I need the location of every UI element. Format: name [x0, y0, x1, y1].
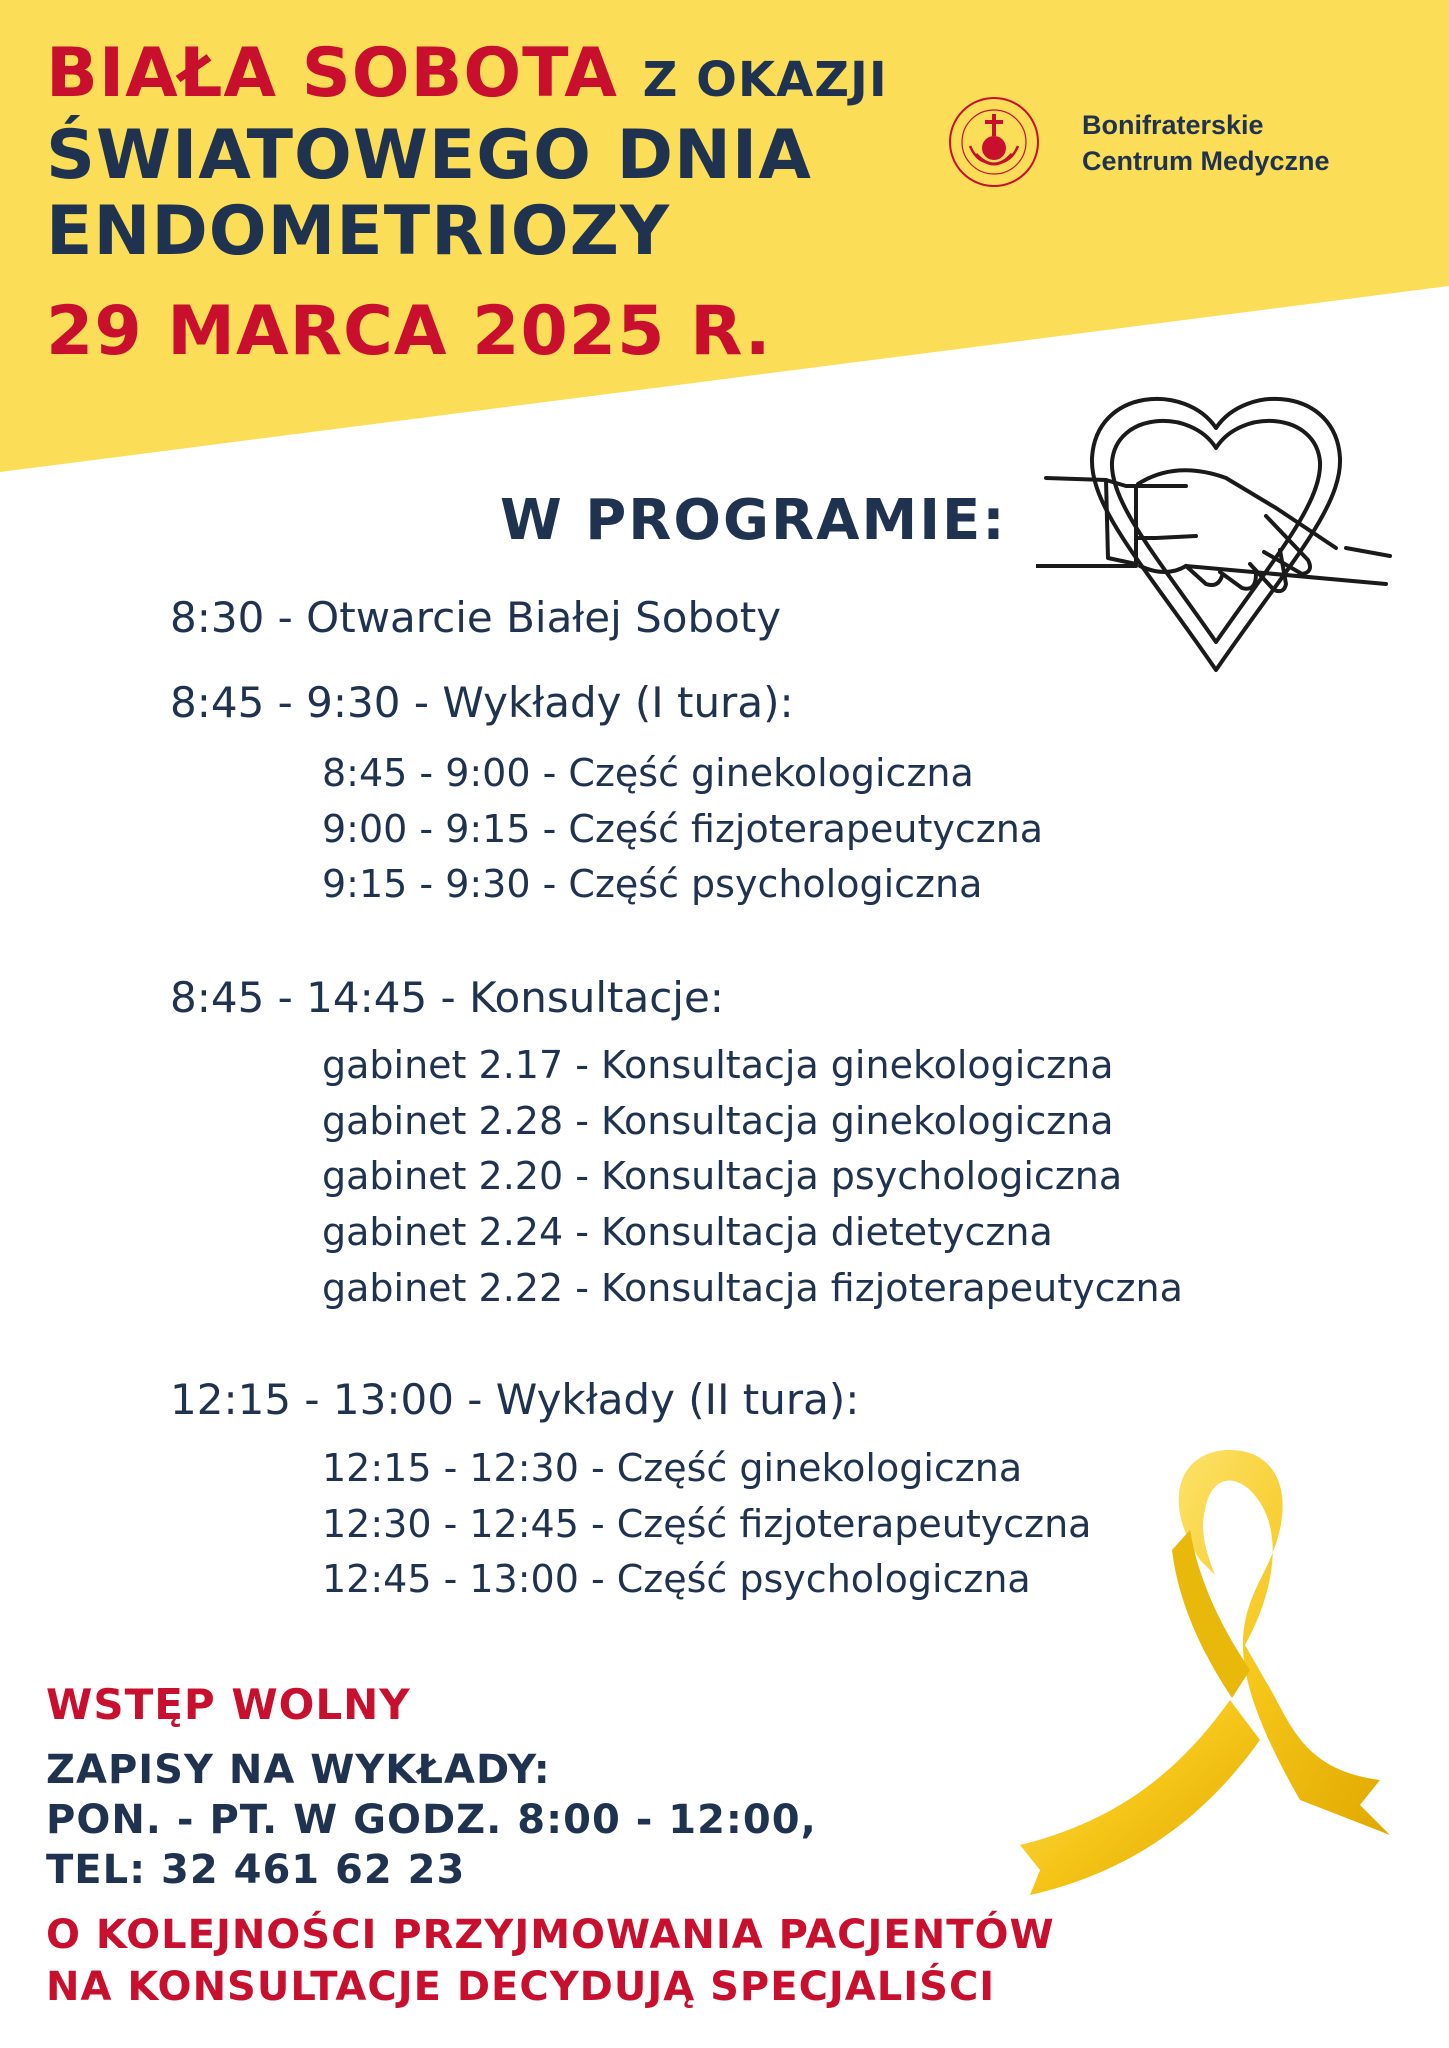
list-item: 8:45 - 9:00 - Część ginekologiczna	[322, 751, 974, 795]
list-item: gabinet 2.24 - Konsultacja dietetyczna	[322, 1210, 1053, 1255]
title-line-3: ENDOMETRIOZY	[46, 192, 671, 271]
signup-info	[46, 1747, 817, 1900]
list-item: gabinet 2.17 - Konsultacja ginekologiczna	[322, 1043, 1114, 1087]
logo-name-line-1: Bonifraterskie	[1082, 110, 1264, 140]
title-line-1	[46, 34, 888, 113]
schedule-lectures-1-title: 8:45 - 9:30 - Wykłady (I tura):	[170, 678, 794, 727]
logo-name-line-2: Centrum Medyczne	[1082, 146, 1330, 176]
note-line-2: NA KONSULTACJE DECYDUJĄ SPECJALIŚCI	[46, 1964, 996, 2010]
signup-line-1: ZAPISY NA WYKŁADY:	[46, 1747, 551, 1793]
schedule-consultations-title: 8:45 - 14:45 - Konsultacje:	[170, 973, 724, 1022]
awareness-ribbon-icon	[1000, 1440, 1410, 1910]
organization-logo	[946, 94, 1336, 190]
note-line-1: O KOLEJNOŚCI PRZYJMOWANIA PACJENTÓW	[46, 1912, 1055, 1958]
signup-line-2: PON. - PT. W GODZ. 8:00 - 12:00,	[46, 1797, 817, 1843]
event-date: 29 MARCA 2025 R.	[46, 292, 772, 371]
program-heading: W PROGRAMIE:	[500, 488, 1007, 553]
heart-hands-icon	[1036, 388, 1396, 688]
schedule-lectures-1-list	[322, 751, 1044, 921]
title-line-2: ŚWIATOWEGO DNIA	[46, 116, 812, 195]
seal-icon	[946, 94, 1042, 190]
schedule-lectures-2-title: 12:15 - 13:00 - Wykłady (II tura):	[170, 1375, 860, 1424]
signup-phone: TEL: 32 461 62 23	[46, 1847, 466, 1893]
schedule-opening: 8:30 - Otwarcie Białej Soboty	[170, 593, 782, 642]
schedule-consultations-list	[322, 1043, 1183, 1324]
list-item: gabinet 2.22 - Konsultacja fizjoterapeutyczna	[322, 1265, 1183, 1310]
title-biala-sobota: BIAŁA SOBOTA	[46, 34, 618, 113]
title-z-okazji: Z OKAZJI	[642, 52, 888, 108]
list-item: 9:15 - 9:30 - Część psychologiczna	[322, 862, 983, 907]
specialists-note	[46, 1912, 1055, 2019]
list-item: gabinet 2.28 - Konsultacja ginekologiczna	[322, 1098, 1114, 1143]
free-entry-label: WSTĘP WOLNY	[46, 1680, 411, 1729]
list-item: gabinet 2.20 - Konsultacja psychologiczna	[322, 1154, 1123, 1199]
schedule-lectures-2-list	[322, 1446, 1092, 1616]
list-item: 9:00 - 9:15 - Część fizjoterapeutyczna	[322, 806, 1044, 851]
list-item: 12:30 - 12:45 - Część fizjoterapeutyczna	[322, 1501, 1092, 1546]
list-item: 12:45 - 13:00 - Część psychologiczna	[322, 1557, 1031, 1602]
list-item: 12:15 - 12:30 - Część ginekologiczna	[322, 1446, 1023, 1490]
